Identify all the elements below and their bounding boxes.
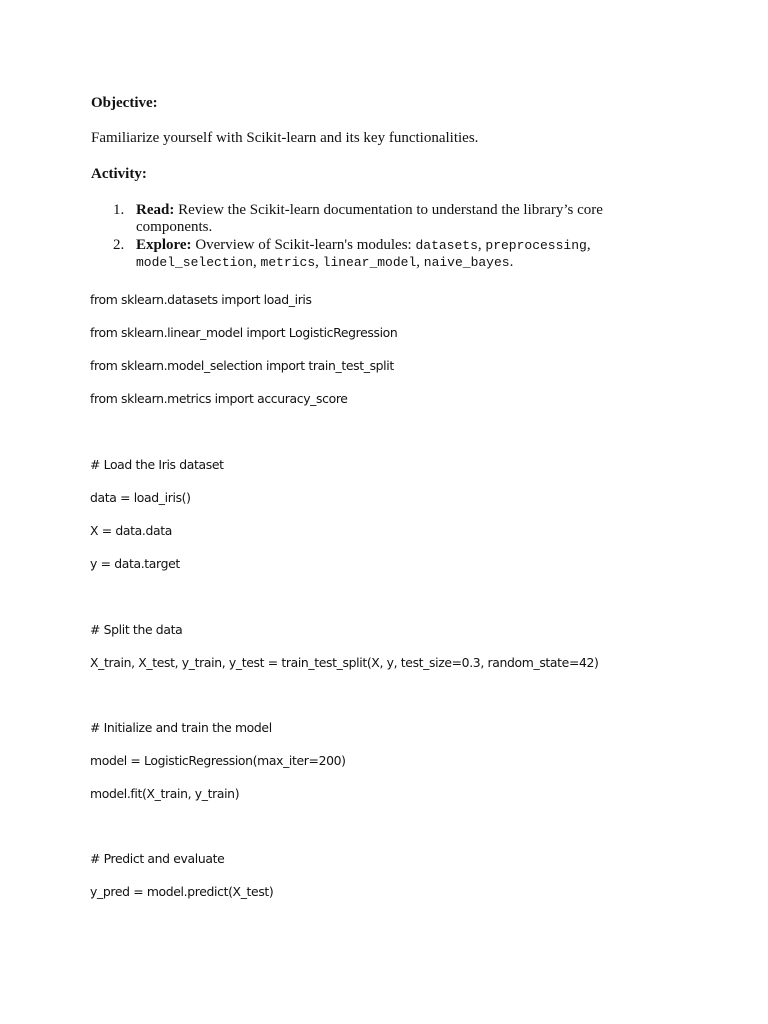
code-line: model = LogisticRegression(max_iter=200) [90,753,346,768]
module-separator: , [315,254,323,270]
code-line: model.fit(X_train, y_train) [90,786,240,801]
module-name: linear_model [322,255,417,270]
code-line: from sklearn.linear_model import LogisticRegression [90,325,398,340]
module-name: preprocessing [485,238,587,253]
objective-heading: Objective: [91,95,158,111]
code-comment: # Predict and evaluate [90,851,225,866]
code-line: X_train, X_test, y_train, y_test = train_test_split(X, y, test_size=0.3, random_state=42) [90,655,599,670]
code-comment: # Initialize and train the model [90,720,272,735]
code-line: data = load_iris() [90,490,191,505]
code-line: y = data.target [90,556,180,571]
list-end-period: . [509,254,514,270]
code-line: from sklearn.metrics import accuracy_score [90,391,348,406]
code-comment: # Load the Iris dataset [90,457,224,472]
module-name: model_selection [136,255,254,270]
module-name: metrics [260,255,316,270]
module-separator: , [253,254,261,270]
code-line: from sklearn.model_selection import train_test_split [90,358,394,373]
activity-heading: Activity: [91,166,147,182]
explore-text: Overview of Scikit-learn's modules: [191,237,416,253]
module-name: datasets [415,238,478,253]
explore-label: Explore: [136,237,192,253]
module-name: naive_bayes [423,255,510,270]
code-comment: # Split the data [90,622,183,637]
module-separator: , [586,237,591,253]
list-number: 1. [113,202,125,218]
read-text: Review the Scikit-learn documentation to understand the library’s core components. [136,202,603,235]
activity-item-read [91,202,651,236]
list-number: 2. [113,237,125,253]
code-line: from sklearn.datasets import load_iris [90,292,312,307]
objective-text: Familiarize yourself with Scikit-learn and its key functionalities. [91,130,479,146]
read-label: Read: [136,202,175,218]
module-separator: , [477,237,486,253]
activity-item-explore [91,237,651,271]
module-separator: , [416,254,424,270]
code-line: X = data.data [90,523,172,538]
code-line: y_pred = model.predict(X_test) [90,884,274,899]
activity-list [91,202,651,271]
